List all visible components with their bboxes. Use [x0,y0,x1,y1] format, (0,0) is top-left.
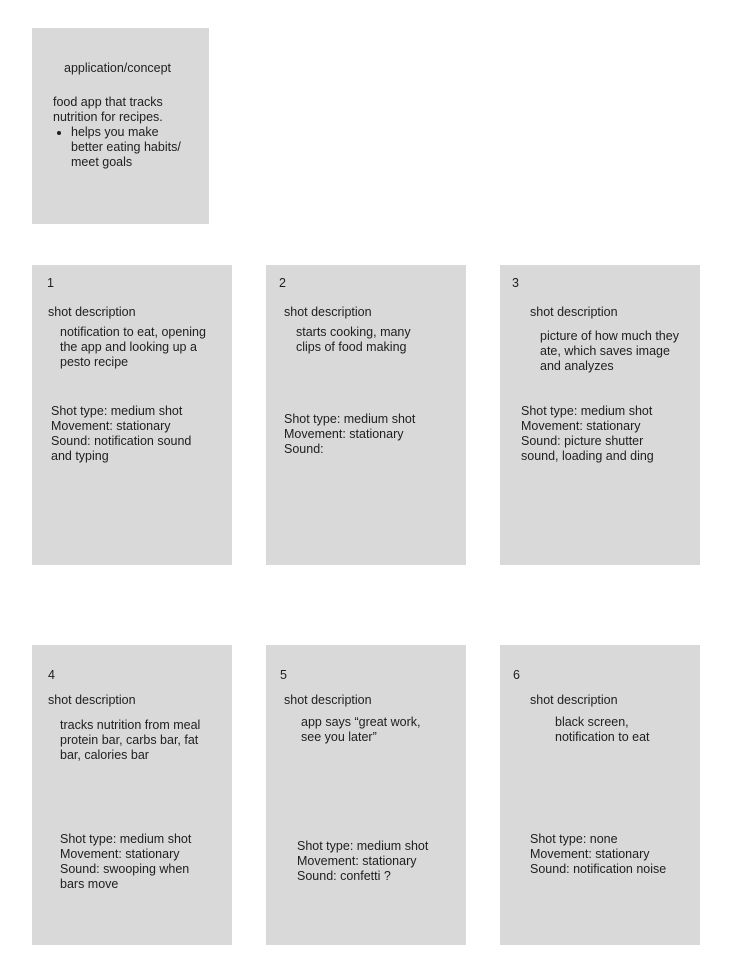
concept-heading: application/concept [64,61,172,75]
shot-sound: Sound: notification sound and typing [51,434,192,463]
shot-movement: Movement: stationary [530,847,650,861]
frame-number: 1 [47,276,54,290]
shot-sound: Sound: confetti ? [297,869,391,883]
shot-description-text: black screen, notification to eat [555,715,650,744]
shot-description-text: starts cooking, many clips of food making [296,325,411,354]
shot-sound: Sound: notification noise [530,862,667,876]
shot-description-label: shot description [530,693,618,707]
frame-number: 2 [279,276,286,290]
storyboard-frame-6 [500,645,700,945]
shot-description-label: shot description [48,305,136,319]
storyboard-frame-4 [32,645,232,945]
shot-description-label: shot description [284,693,372,707]
shot-movement: Movement: stationary [51,419,171,433]
shot-description-label: shot description [48,693,136,707]
shot-description-label: shot description [530,305,618,319]
shot-sound: Sound: swooping when bars move [60,862,190,891]
concept-summary: food app that tracks nutrition for recipes. [53,95,163,124]
storyboard-frame-2 [266,265,466,565]
frame-number: 6 [513,668,520,682]
shot-type: Shot type: none [530,832,618,846]
frame-number: 5 [280,668,287,682]
frame-number: 3 [512,276,519,290]
shot-sound: Sound: [284,442,324,456]
shot-movement: Movement: stationary [521,419,641,433]
shot-description-label: shot description [284,305,372,319]
shot-type: Shot type: medium shot [521,404,653,418]
storyboard-frame-5 [266,645,466,945]
shot-type: Shot type: medium shot [51,404,183,418]
concept-bullet-list [53,125,181,170]
shot-type: Shot type: medium shot [297,839,429,853]
shot-sound: Sound: picture shutter sound, loading and ding [521,434,654,463]
shot-description-text: notification to eat, opening the app and looking up a pesto recipe [60,325,206,369]
concept-bullet: • helps you make better eating habits/ meet goals [71,125,181,170]
frame-number: 4 [48,668,55,682]
concept-card [32,28,209,224]
storyboard-frame-3 [500,265,700,565]
shot-movement: Movement: stationary [297,854,417,868]
shot-description-text: app says “great work, see you later” [301,715,421,744]
shot-type: Shot type: medium shot [284,412,416,426]
shot-movement: Movement: stationary [60,847,180,861]
shot-movement: Movement: stationary [284,427,404,441]
shot-description-text: picture of how much they ate, which saves image and analyzes [540,329,679,373]
shot-description-text: tracks nutrition from meal protein bar, carbs bar, fat bar, calories bar [60,718,201,762]
shot-type: Shot type: medium shot [60,832,192,846]
storyboard-frame-1 [32,265,232,565]
